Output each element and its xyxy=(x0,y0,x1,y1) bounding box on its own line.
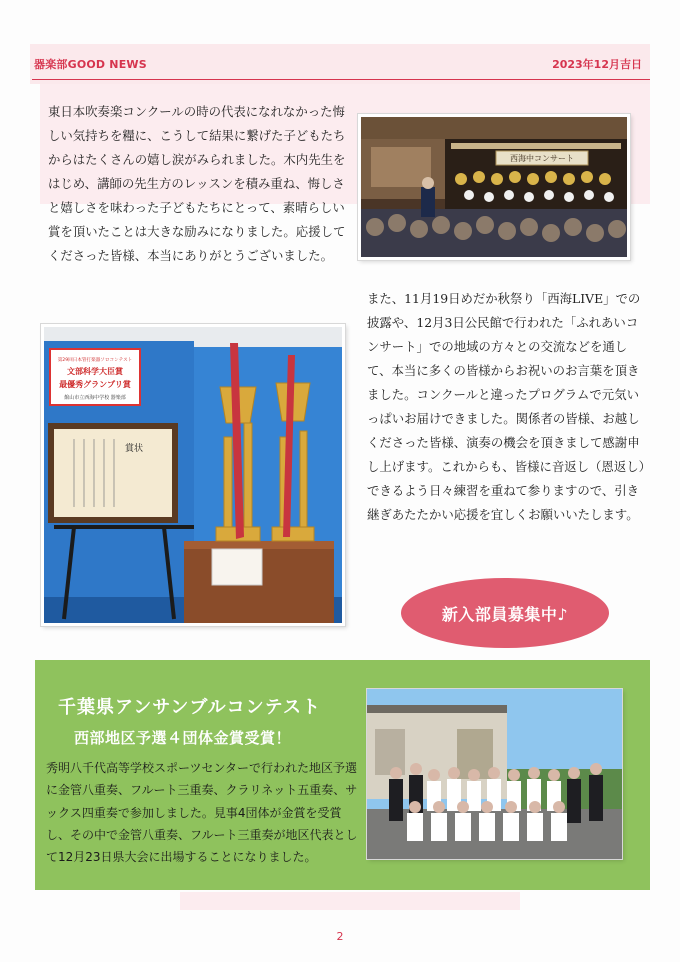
newsletter-title: 器楽部GOOD NEWS xyxy=(34,58,147,71)
certificate-label: 賞状 xyxy=(124,444,144,454)
intro-paragraph: 東日本吹奏楽コンクールの時の代表になれなかった悔しい気持ちを糧に、こうして結果に繋げた子どもたちからはたくさんの嬉し涙がみられました。木内先生をはじめ、講師の先生方のレッスンを積み重ね、悔しさと嬉しさを味わった子どもたちにとって、素晴らしい賞を頂いたことは大きな励みになりました。応援してくださった皆様、本当にありがとうございました。 xyxy=(48,104,346,263)
ensemble-contest-text: 秀明八千代高等学校スポーツセンターで行われた地区予選に金管八重奏、フルート三重奏、クラリネット五重奏、サックス四重奏で参加しました。見事4団体が金賞を受賞し、その中で金管八重奏、フルート三重奏が地区代表として12月23日県大会に出場することになりました。 xyxy=(46,761,358,865)
trophy-photo-image xyxy=(44,327,342,623)
event-paragraph: また、11月19日めだか秋祭り「西海LIVE」での披露や、12月3日公民館で行われた「ふれあいコンサート」での地域の方々との交流などを通して、本当に多くの皆様からお祝いのお言葉を頂きました。コンクールと違ったプログラムで元気いっぱいお届けできました。関係者の皆様、お越しくださった皆様、演奏の機会を頂きまして感謝申し上げます。これからも、皆様に音返し（恩返し）できるよう日々練習を重ねて参りますので、引き継ぎあたたかい応援を宜しくお願いいたします。 xyxy=(367,291,645,522)
concert-photo xyxy=(358,114,630,260)
pennant-line-3: 最優秀グランプリ賞 xyxy=(59,380,131,389)
pennant-line-4: 館山市立西海中学校 器楽部 xyxy=(64,395,126,401)
page-number: 2 xyxy=(336,930,344,943)
ensemble-contest-title: 千葉県アンサンブルコンテスト xyxy=(58,697,321,718)
footer-decoration xyxy=(180,892,520,910)
pennant-line-1: 第29回日本管打楽器ソロコンテスト xyxy=(57,358,133,363)
trophy-photo xyxy=(41,324,345,626)
recruit-banner: 新入部員募集中♪ xyxy=(401,578,609,648)
pennant-line-2: 文部科学大臣賞 xyxy=(67,367,123,376)
header-divider xyxy=(32,79,650,80)
concert-photo-image xyxy=(361,117,627,257)
ensemble-group-photo-image xyxy=(367,689,622,859)
issue-date: 2023年12月吉日 xyxy=(552,58,642,71)
ensemble-contest-subtitle: 西部地区予選４団体金賞受賞！ xyxy=(74,729,292,747)
ensemble-group-photo xyxy=(367,689,622,859)
concert-banner-text: 西海中コンサート xyxy=(510,154,574,163)
